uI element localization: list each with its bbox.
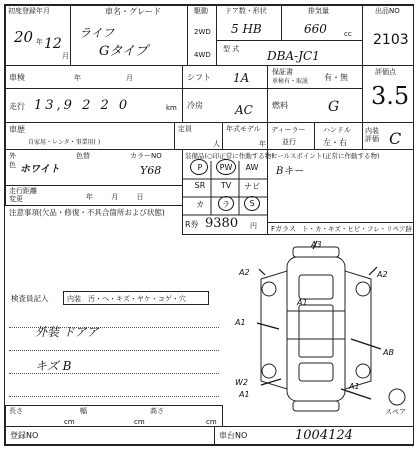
interior-score-cell (362, 122, 414, 150)
note-lines (9, 305, 219, 399)
equipment-label: 装備品(○印正常に作動する物) (185, 152, 274, 160)
car-name-cell (70, 5, 188, 66)
r-ticket-value: 9380 (205, 216, 239, 231)
inspector-label: 検査員記入 (11, 294, 49, 303)
capacity-cell (174, 122, 223, 150)
ac-label: 冷房 (187, 101, 203, 110)
equip-s: S (249, 199, 255, 208)
length-label: 長さ (9, 407, 23, 415)
equip-ra: ラ (222, 200, 230, 209)
diagram-label-ab: AB (383, 348, 394, 357)
chassis-cell (214, 426, 414, 445)
year-unit: 年 (36, 38, 43, 46)
first-reg-label: 初度登録年月 (8, 7, 50, 15)
interior-box-label: 内装 (67, 295, 81, 303)
diagram-label-a1-rear: A1 (239, 390, 250, 399)
drive-4wd: 4WD (194, 51, 211, 59)
interior-score-value: C (389, 129, 402, 148)
history-label: 車歴 (9, 125, 25, 134)
year-model-label: 年式モデル (226, 125, 261, 133)
capacity-unit: 人 (213, 140, 220, 148)
width-label: 幅 (80, 407, 87, 415)
dealer-sub: 並行 (282, 138, 296, 146)
mileage-unit: km (166, 104, 177, 112)
spare-label: スペア (385, 408, 406, 415)
diagram-label-a2-left: A2 (239, 268, 250, 277)
mileage-change-date: 年 月 日 (86, 193, 144, 201)
exterior-label-2: 色 (9, 161, 16, 169)
body-outline (287, 257, 345, 401)
r-ticket-unit: 円 (250, 222, 257, 230)
model-cell (216, 40, 363, 66)
dealer-cell (267, 122, 315, 150)
lot-label: 出品NO (375, 7, 400, 15)
handle-value: 左・右 (323, 138, 347, 147)
score-label: 評価点 (375, 68, 396, 76)
fuel-cell (267, 88, 363, 123)
year-model-unit: 年 (259, 140, 266, 148)
r-ticket-label: R券 (185, 220, 199, 229)
model-value: DBA-JC1 (267, 49, 320, 63)
ac-value: AC (235, 103, 253, 117)
color-no-value: Y68 (140, 164, 162, 177)
inspection-year-unit: 年 (74, 74, 81, 82)
drive-label: 駆動 (194, 7, 208, 15)
chassis-label: 車台NO (219, 431, 248, 440)
inspection-label: 車検 (9, 73, 25, 82)
drive-cell (187, 5, 217, 66)
shift-value: 1A (233, 71, 250, 85)
dimensions-row (5, 405, 223, 427)
fuel-label: 燃料 (272, 101, 288, 110)
reg-no-cell (5, 426, 215, 445)
grade: Gタイプ (99, 44, 148, 59)
equip-p: P (197, 163, 203, 172)
car-name-label: 車名・グレード (105, 7, 161, 16)
month-unit: 月 (62, 52, 69, 60)
interior-score-label: 内装評価 (365, 127, 379, 143)
doors-value: 5 HB (231, 22, 262, 36)
shift-cell (182, 65, 268, 89)
diagram-label-a1-right: A1 (349, 382, 360, 391)
width-unit: cm (134, 418, 145, 426)
car-diagram (221, 239, 413, 415)
score-value: 3.5 (371, 82, 410, 110)
diagram-label-w2: W2 (235, 378, 248, 387)
history-options: 自家用・レンタ・事業用( ) (28, 139, 101, 146)
displacement-unit: cc (344, 30, 352, 38)
drive-2wd: 2WD (194, 28, 211, 36)
color-value: ホワイト (20, 164, 60, 175)
height-unit: cm (206, 418, 217, 426)
color-no-label: カラーNO (130, 152, 162, 160)
displacement-label: 排気量 (308, 7, 329, 15)
score-cell (362, 65, 414, 123)
warranty-yes-no: 有・無 (324, 73, 348, 82)
model-label: 型 式 (223, 45, 240, 53)
roof (299, 305, 333, 357)
inspection-cell (5, 65, 183, 89)
doors-label: ドア数・形状 (225, 7, 267, 15)
shift-label: シフト (187, 73, 211, 82)
year-model-cell (222, 122, 268, 150)
equip-ka: カ (196, 200, 204, 209)
displacement-cell (281, 5, 363, 41)
fglass-options: ト・カ・キズ・ヒビ・フレ・リペア跡 (302, 225, 412, 233)
equip-aw: AW (245, 163, 259, 172)
mileage-change-cell (5, 185, 183, 206)
warranty-cell (267, 65, 363, 89)
mileage-change-label: 走行距離変更 (9, 187, 37, 203)
capacity-label: 定員 (178, 125, 192, 133)
fglass-label: Fガラス (271, 225, 296, 233)
equip-tv: TV (220, 181, 232, 190)
diagram-label-a2-right: A2 (377, 270, 388, 279)
warranty-sub: 車検有・取説 (272, 78, 309, 85)
first-reg-month: 12 (44, 36, 62, 52)
lot-cell (362, 5, 414, 66)
equip-pw: PW (219, 163, 233, 172)
displacement-value: 660 (304, 22, 327, 36)
exterior-label: 外 (9, 152, 16, 160)
lot-value: 2103 (373, 32, 409, 48)
length-unit: cm (64, 418, 75, 426)
car-name: ライフ (79, 26, 115, 40)
selling-point-cell (267, 149, 414, 223)
fuel-value: G (328, 99, 340, 115)
interior-condition-box (63, 291, 209, 305)
equip-navi: ナビ (244, 182, 260, 191)
exterior-color-cell (5, 149, 183, 186)
selling-point-label: セールスポイント(正常に作動する物) (271, 152, 380, 160)
rear-window (299, 363, 333, 381)
auction-sheet (4, 4, 414, 446)
windshield (299, 275, 333, 299)
ac-cell (182, 88, 268, 123)
diagram-label-a1-left: A1 (235, 318, 246, 327)
first-reg-year: 20 (14, 28, 34, 46)
note-line-1: 外装 ドアア (35, 325, 99, 339)
mileage-value: 13,9 2 2 0 (34, 98, 131, 113)
first-reg-cell (5, 5, 71, 66)
diagram-label-a1-roof: A1 (297, 298, 308, 307)
warranty-label: 保証書 (272, 68, 293, 76)
chassis-value: 1004124 (295, 428, 353, 443)
fglass-cell (267, 222, 414, 235)
selling-point-value: Bキー (276, 166, 304, 177)
notes-label: 注意事項(欠品・修復・不具合箇所および状態) (9, 208, 165, 217)
doors-cell (216, 5, 282, 41)
inspection-month-unit: 月 (126, 74, 133, 82)
history-cell (5, 122, 175, 150)
interior-options: 汚・へ・キズ・ヤケ・コゲ・穴 (88, 295, 186, 303)
dealer-label: ディーラー (271, 126, 306, 134)
mileage-label: 走行 (9, 102, 25, 111)
handle-cell (314, 122, 363, 150)
height-label: 高さ (150, 407, 164, 415)
diagram-label-a3: A3 (311, 240, 322, 249)
note-line-2: キズ B (35, 359, 72, 373)
color-code-label: 色替 (76, 152, 90, 160)
reg-no-label: 登録NO (10, 431, 39, 440)
mileage-cell (5, 88, 183, 123)
handle-label: ハンドル (323, 126, 351, 134)
equip-sr: SR (194, 181, 206, 190)
